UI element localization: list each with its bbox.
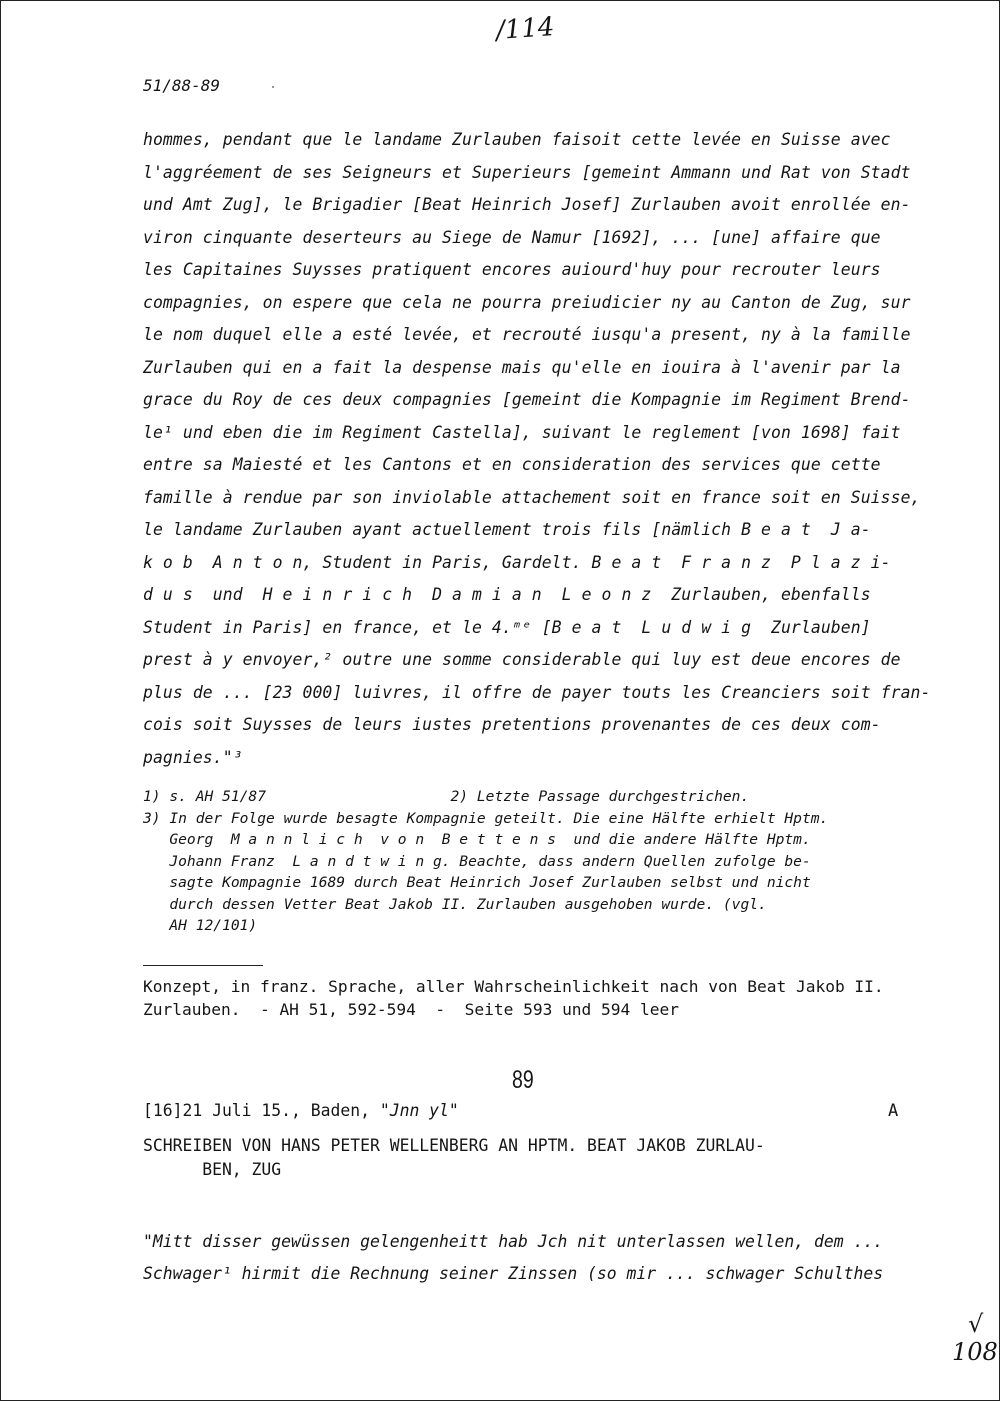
quote-line: "Mitt disser gewüssen gelengenheitt hab Jch nit unterlassen wellen, dem ...	[143, 1232, 884, 1251]
handwritten-page-number: /114	[495, 11, 556, 47]
body-line: prest à y envoyer,² outre une somme considerable qui luy est deue encores de	[143, 650, 901, 669]
footnote-line: durch dessen Vetter Beat Jakob II. Zurlauben ausgehoben wurde. (vgl.	[143, 895, 767, 913]
footnote-line: AH 12/101)	[143, 917, 258, 934]
handwritten-check-mark: √	[968, 1310, 984, 1338]
body-line: und Amt Zug], le Brigadier [Beat Heinrich Josef] Zurlauben avoit enrollée en-	[143, 195, 911, 214]
quoted-text	[143, 1226, 883, 1290]
body-line: cois soit Suysses de leurs iustes pretentions provenantes de ces deux com-	[143, 715, 881, 734]
body-line: le nom duquel elle a esté levée, et recrouté iusqu'a present, ny à la famille	[143, 325, 911, 344]
concept-line: Zurlauben. - AH 51, 592-594 - Seite 593 und 594 leer	[143, 1000, 680, 1019]
body-line: le landame Zurlauben ayant actuellement trois fils [nämlich B e a t J a-	[143, 520, 871, 539]
body-line: Student in Paris] en france, et le 4.ᵐᵉ [B e a t L u d w i g Zurlauben]	[143, 617, 871, 637]
footnote-line: 1) s. AH 51/87 2) Letzte Passage durchgestrichen.	[143, 788, 750, 805]
page-reference: 51/88-89	[143, 76, 221, 95]
handwritten-archive-number: 108	[952, 1338, 998, 1366]
title-line: SCHREIBEN VON HANS PETER WELLENBERG AN HPTM. BEAT JAKOB ZURLAU-	[143, 1136, 765, 1155]
body-line: l'aggréement de ses Seigneurs et Superieurs [gemeint Ammann und Rat von Stadt	[143, 162, 911, 182]
body-line: entre sa Maiesté et les Cantons et en consideration des services que cette	[143, 455, 881, 474]
body-line: compagnies, on espere que cela ne pourra preiudicier ny au Canton de Zug, sur	[143, 292, 911, 312]
quote-line: Schwager¹ hirmit die Rechnung seiner Zinssen (so mir ... schwager Schulthes	[143, 1264, 884, 1283]
footnotes	[143, 786, 828, 937]
footnote-line: sagte Kompagnie 1689 durch Beat Heinrich Josef Zurlauben selbst und nicht	[143, 874, 811, 891]
concept-line: Konzept, in franz. Sprache, aller Wahrscheinlichkeit nach von Beat Jakob II.	[143, 977, 884, 996]
category-letter: A	[888, 1101, 899, 1121]
body-line: hommes, pendant que le landame Zurlauben faisoit cette levée en Suisse avec	[143, 130, 891, 149]
body-line: k o b A n t o n, Student in Paris, Gardelt. B e a t F r a n z P l a z i-	[143, 552, 891, 572]
body-text	[143, 124, 930, 774]
body-line: Zurlauben qui en a fait la despense mais qu'elle en iouira à l'avenir par la	[143, 357, 901, 377]
header-date: [16]21 Juli 15., Baden,	[143, 1101, 380, 1120]
document-header	[143, 1101, 459, 1120]
concept-note	[143, 975, 884, 1021]
body-line: le¹ und eben die im Regiment Castella], suivant le reglement [von 1698] fait	[143, 422, 901, 442]
body-line: les Capitaines Suysses pratiquent encores auiourd'huy pour recrouter leurs	[143, 260, 881, 279]
body-line: pagnies."³	[143, 747, 243, 767]
body-line: viron cinquante deserteurs au Siege de Namur [1692], ... [une] affaire que	[143, 227, 881, 247]
body-line: d u s und H e i n r i c h D a m i a n L e o n z Zurlauben, ebenfalls	[143, 585, 871, 604]
footnote-line: 3) In der Folge wurde besagte Kompagnie geteilt. Die eine Hälfte erhielt Hptm.	[143, 809, 829, 827]
document-number: 89	[512, 1066, 534, 1094]
footnote-line: Johann Franz L a n d t w i n g. Beachte, dass andern Quellen zufolge be-	[143, 852, 811, 870]
body-line: plus de ... [23 000] luivres, il offre de payer touts les Creanciers soit fran-	[143, 682, 931, 702]
body-line: grace du Roy de ces deux compagnies [gemeint die Kompagnie im Regiment Brend-	[143, 390, 911, 409]
document-title	[143, 1134, 765, 1182]
section-divider	[143, 965, 263, 966]
speck-mark	[272, 86, 274, 88]
footnote-line: Georg M a n n l i c h v o n B e t t e n s und die andere Hälfte Hptm.	[143, 831, 811, 848]
body-line: famille à rendue par son inviolable attachement soit en france soit en Suisse,	[143, 487, 921, 507]
header-place: "Jnn yl"	[379, 1101, 459, 1120]
title-line: BEN, ZUG	[143, 1160, 282, 1179]
